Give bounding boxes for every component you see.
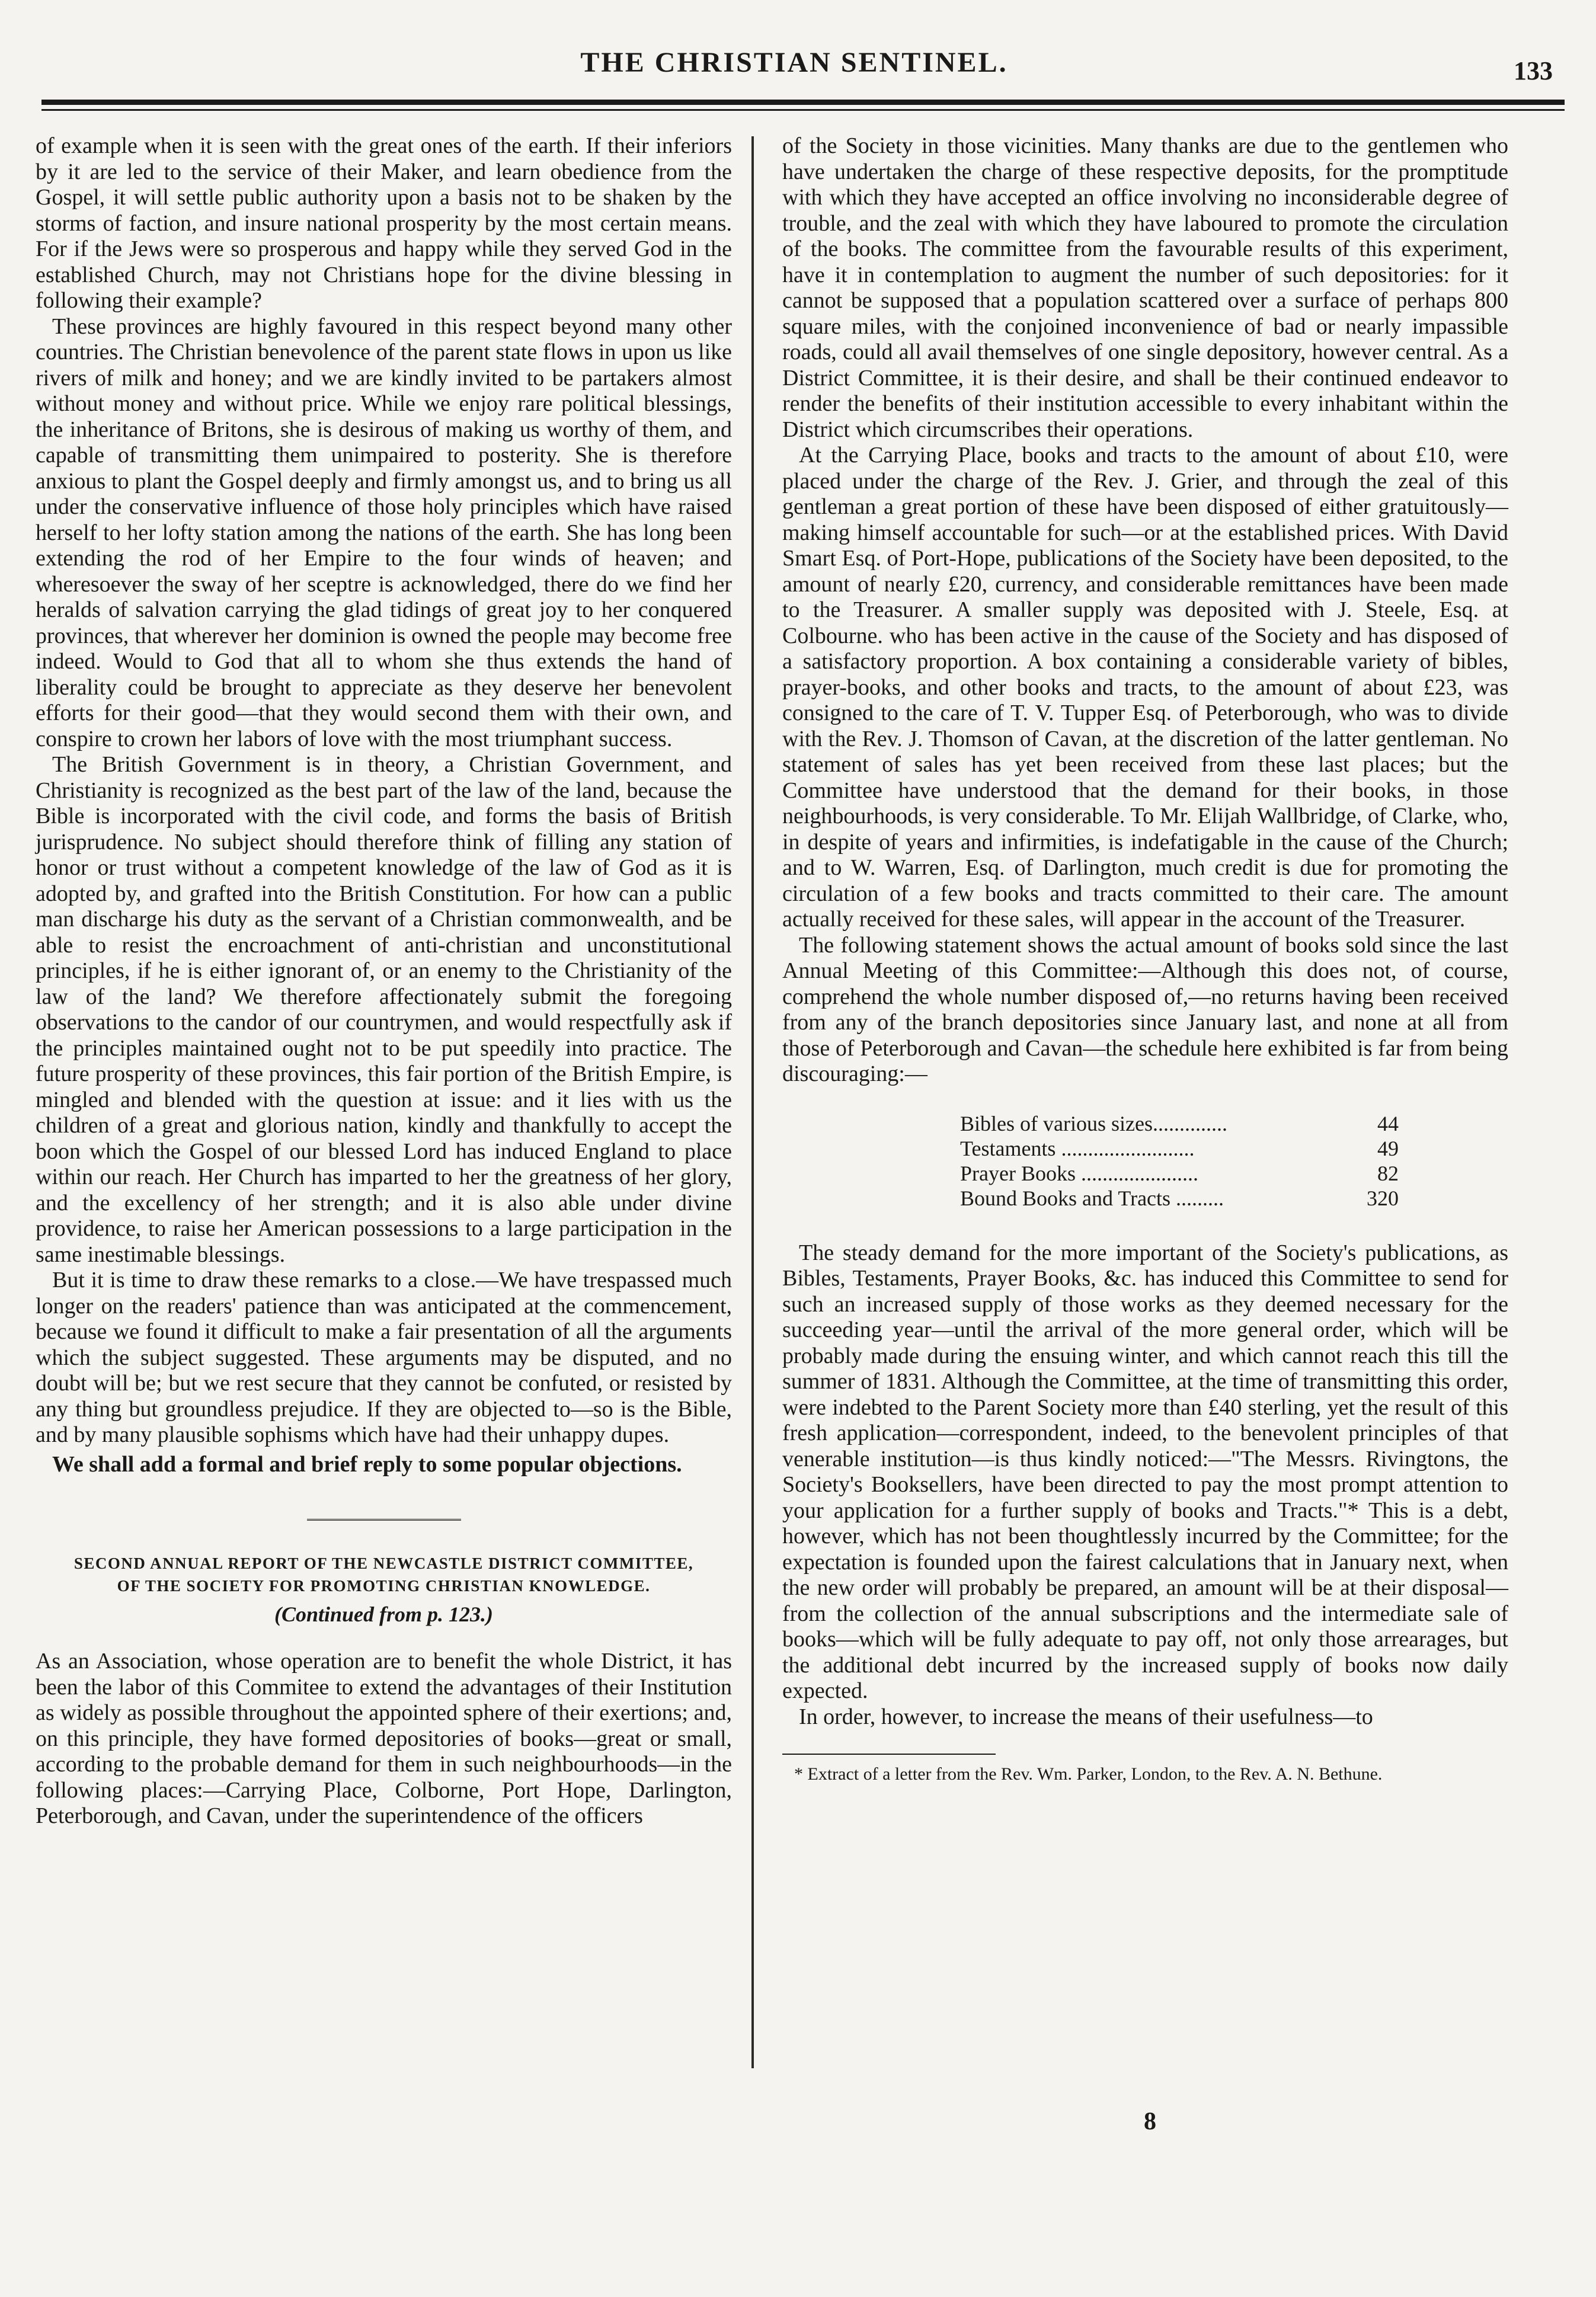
header-rule-thin (41, 109, 1565, 111)
paragraph: of the Society in those vicinities. Many thanks are due to the gentlemen who have undertaken the charge of these respective deposits, for the promptitude with which they have accepted an office involving no inconsiderable degree of trouble, and the zeal with which they have laboured to promote the circulation of the books. The committee from the favourable results of this experiment, have it in contemplation to augment the number of such depositories: for it cannot be supposed that a population scattered over a surface of perhaps 800 square miles, with the conjoined inconvenience of bad or nearly impassible roads, could all avail themselves of one single depository, however central. As a District Committee, it is their desire, and shall be their continued endeavor to render the benefits of their institution accessible to every inhabitant within the District which circumscribes their operations. (782, 133, 1508, 442)
paragraph: But it is time to draw these remarks to a close.—We have trespassed much longer on the readers' patience than was anticipated at the commencement, because we found it difficult to make a fair presentation of all the arguments which the subject suggested. These arguments may be disputed, and no doubt will be; but we rest secure that they cannot be confuted, or resisted by any thing but groundless prejudice. If they are objected to—so is the Bible, and by many plausible sophisms which have had their unhappy dupes. (36, 1268, 732, 1447)
book-count: 320 (1367, 1186, 1399, 1210)
table-row (960, 1136, 1399, 1161)
report-heading-line1: SECOND ANNUAL REPORT OF THE NEWCASTLE DISTRICT COMMITTEE, (73, 1554, 694, 1572)
books-sold-table (960, 1111, 1399, 1211)
book-count: 49 (1377, 1136, 1399, 1160)
book-type-label: Bound Books and Tracts ......... (960, 1186, 1224, 1210)
table-row (960, 1186, 1399, 1211)
page-number: 133 (1514, 56, 1553, 85)
table-row (960, 1111, 1399, 1136)
continued-note: (Continued from p. 123.) (274, 1602, 494, 1626)
paragraph: of example when it is seen with the great ones of the earth. If their inferiors by it are led to the service of their Maker, and learn obedience from the Gospel, it will settle public authority upon a basis not to be shaken by the storms of faction, and insure national prosperity by the most certain means. For if the Jews were so prosperous and happy while they served God in the established Church, may not Christians hope for the divine blessing in following their example? (36, 133, 732, 313)
book-count: 44 (1377, 1111, 1399, 1135)
paragraph: The steady demand for the more important of the Society's publications, as Bibles, Testaments, Prayer Books, &c. has induced this Committee to send for such an increased supply of those works as they deemed necessary for the succeeding year—until the arrival of the more general order, which will be probably made during the ensuing winter, and which cannot reach this till the summer of 1831. Although the Committee, at the time of transmitting this order, were indebted to the Parent Society more than £40 sterling, yet the result of this fresh application—correspondent, indeed, to the benevolent principles of that venerable institution—is thus kindly noticed:—"The Messrs. Rivingtons, the Society's Booksellers, have been directed to pay the most prompt attention to your application for a further supply of books and Tracts."* This is a debt, however, which has not been thoughtlessly incurred by the Committee; for the expectation is founded upon the fairest calculations that in January next, when the new order will probably be prepared, an amount will be at their disposal—from the collection of the annual subscriptions and the intermediate sale of books—which will be fully adequate to pay off, not only those arrearages, but the additional debt incurred by the increased supply of books now daily expected. (782, 1240, 1508, 1703)
table-row (960, 1161, 1399, 1186)
book-type-label: Bibles of various sizes.............. (960, 1111, 1227, 1135)
page-header (36, 36, 1553, 101)
paragraph: The British Government is in theory, a Christian Government, and Christianity is recognized as the best part of the law of the land, because the Bible is incorporated with the civil code, and forms the basis of British jurisprudence. No subject should therefore think of filling any station of honor or trust without a competent knowledge of the law of God as it is adopted by, and grafted into the British Constitution. For how can a public man discharge his duty as the servant of a Christian commonwealth, and be able to resist the encroachment of anti-christian and unconstitutional principles, if he is either ignorant of, or an enemy to the Christianity of the law of the land? We therefore affectionately submit the foregoing observations to the candor of our countrymen, and would respectfully ask if the principles maintained ought not to be put speedily into practice. The future prosperity of these provinces, this fair portion of the British Empire, is mingled and blended with the question at issue: and it lies with us the children of a great and glorious nation, kindly and thankfully to accept the boon which the Gospel of our blessed Lord has induced England to place within our reach. Her Church has imparted to her the greatness of her glory, and the excellency of her strength; and it is also able under divine providence, to raise her American possessions to a large participation in the same inestimable blessings. (36, 752, 732, 1267)
paragraph: In order, however, to increase the means of their usefulness—to (799, 1704, 1373, 1729)
column-divider (751, 136, 754, 2068)
report-paragraph: As an Association, whose operation are to benefit the whole District, it has been the labor of this Commitee to extend the advantages of their Institution as widely as possible throughout the appointed sphere of their exertions; and, on this principle, they have formed depositories of books—great or small, according to the probable demand for them in such neighbourhoods—in the following places:—Carrying Place, Colborne, Port Hope, Darlington, Peterborough, and Cavan, under the superintendence of the officers (36, 1649, 732, 1828)
header-rule-thick (41, 100, 1565, 105)
left-column (36, 133, 732, 1829)
closing-line: We shall add a formal and brief reply to some popular objections. (52, 1451, 682, 1477)
footnote-rule (782, 1754, 996, 1755)
book-type-label: Testaments ......................... (960, 1136, 1195, 1160)
section-ornament (36, 1503, 732, 1530)
signature-mark: 8 (1144, 2108, 1156, 2135)
paragraph: The following statement shows the actual amount of books sold since the last Annual Meeting of this Committee:—Although this does not, of course, comprehend the whole number disposed of,—no returns having been received from any of the branch depositories since January last, and none at all from those of Peterborough and Cavan—the schedule here exhibited is far from being discouraging:— (782, 932, 1508, 1086)
journal-title: THE CHRISTIAN SENTINEL. (580, 47, 1008, 78)
right-column (782, 133, 1508, 1785)
book-type-label: Prayer Books ...................... (960, 1161, 1198, 1185)
report-heading-line2: OF THE SOCIETY FOR PROMOTING CHRISTIAN KNOWLEDGE. (117, 1576, 651, 1595)
footnote: * Extract of a letter from the Rev. Wm. Parker, London, to the Rev. A. N. Bethune. (794, 1764, 1383, 1784)
paragraph: At the Carrying Place, books and tracts to the amount of about £10, were placed under the charge of the Rev. J. Grier, and through the zeal of this gentleman a great portion of these have been disposed of either gratuitously—making himself accountable for such—or at the established prices. With David Smart Esq. of Port-Hope, publications of the Society have been deposited, to the amount of nearly £20, currency, and considerable remittances have been made to the Treasurer. A smaller supply was deposited with J. Steele, Esq. at Colbourne. who has been active in the cause of the Society and has disposed of a satisfactory proportion. A box containing a considerable variety of bibles, prayer-books, and other books and tracts, to the amount of about £23, was consigned to the care of T. V. Tupper Esq. of Peterborough, who was to divide with the Rev. J. Thomson of Cavan, at the discretion of the latter gentleman. No statement of sales has yet been received from these last places; but the Committee have understood that the demand for their books, in those neighbourhoods, is very considerable. To Mr. Elijah Wallbridge, of Clarke, who, in despite of years and infirmities, is indefatigable in the cause of the Church; and to W. Warren, Esq. of Darlington, much credit is due for promoting the circulation of a few books and tracts committed to their care. The amount actually received for these sales, will appear in the account of the Treasurer. (782, 443, 1508, 932)
paragraph: These provinces are highly favoured in this respect beyond many other countries. The Christian benevolence of the parent state flows in upon us like rivers of milk and honey; and we are kindly invited to be partakers almost without money and without price. While we enjoy rare political blessings, the inheritance of Britons, she is desirous of making us worthy of them, and capable of transmitting them unimpaired to posterity. She is therefore anxious to plant the Gospel deeply and firmly amongst us, and to bring us all under the conservative influence of those holy principles which have raised herself to her lofty station among the nations of the earth. She has long been extending the rod of her Empire to the four winds of heaven; and wheresoever the sway of her sceptre is acknowledged, there do we find her heralds of salvation carrying the glad tidings of great joy to her conquered provinces, that wherever her dominion is owned the people may become free indeed. Would to God that all to whom she thus extends the hand of liberality could be brought to appreciate as they deserve her benevolent efforts for their good—that they would second them with their own, and conspire to crown her labors of love with the most triumphant success. (36, 313, 732, 751)
book-count: 82 (1377, 1161, 1399, 1185)
